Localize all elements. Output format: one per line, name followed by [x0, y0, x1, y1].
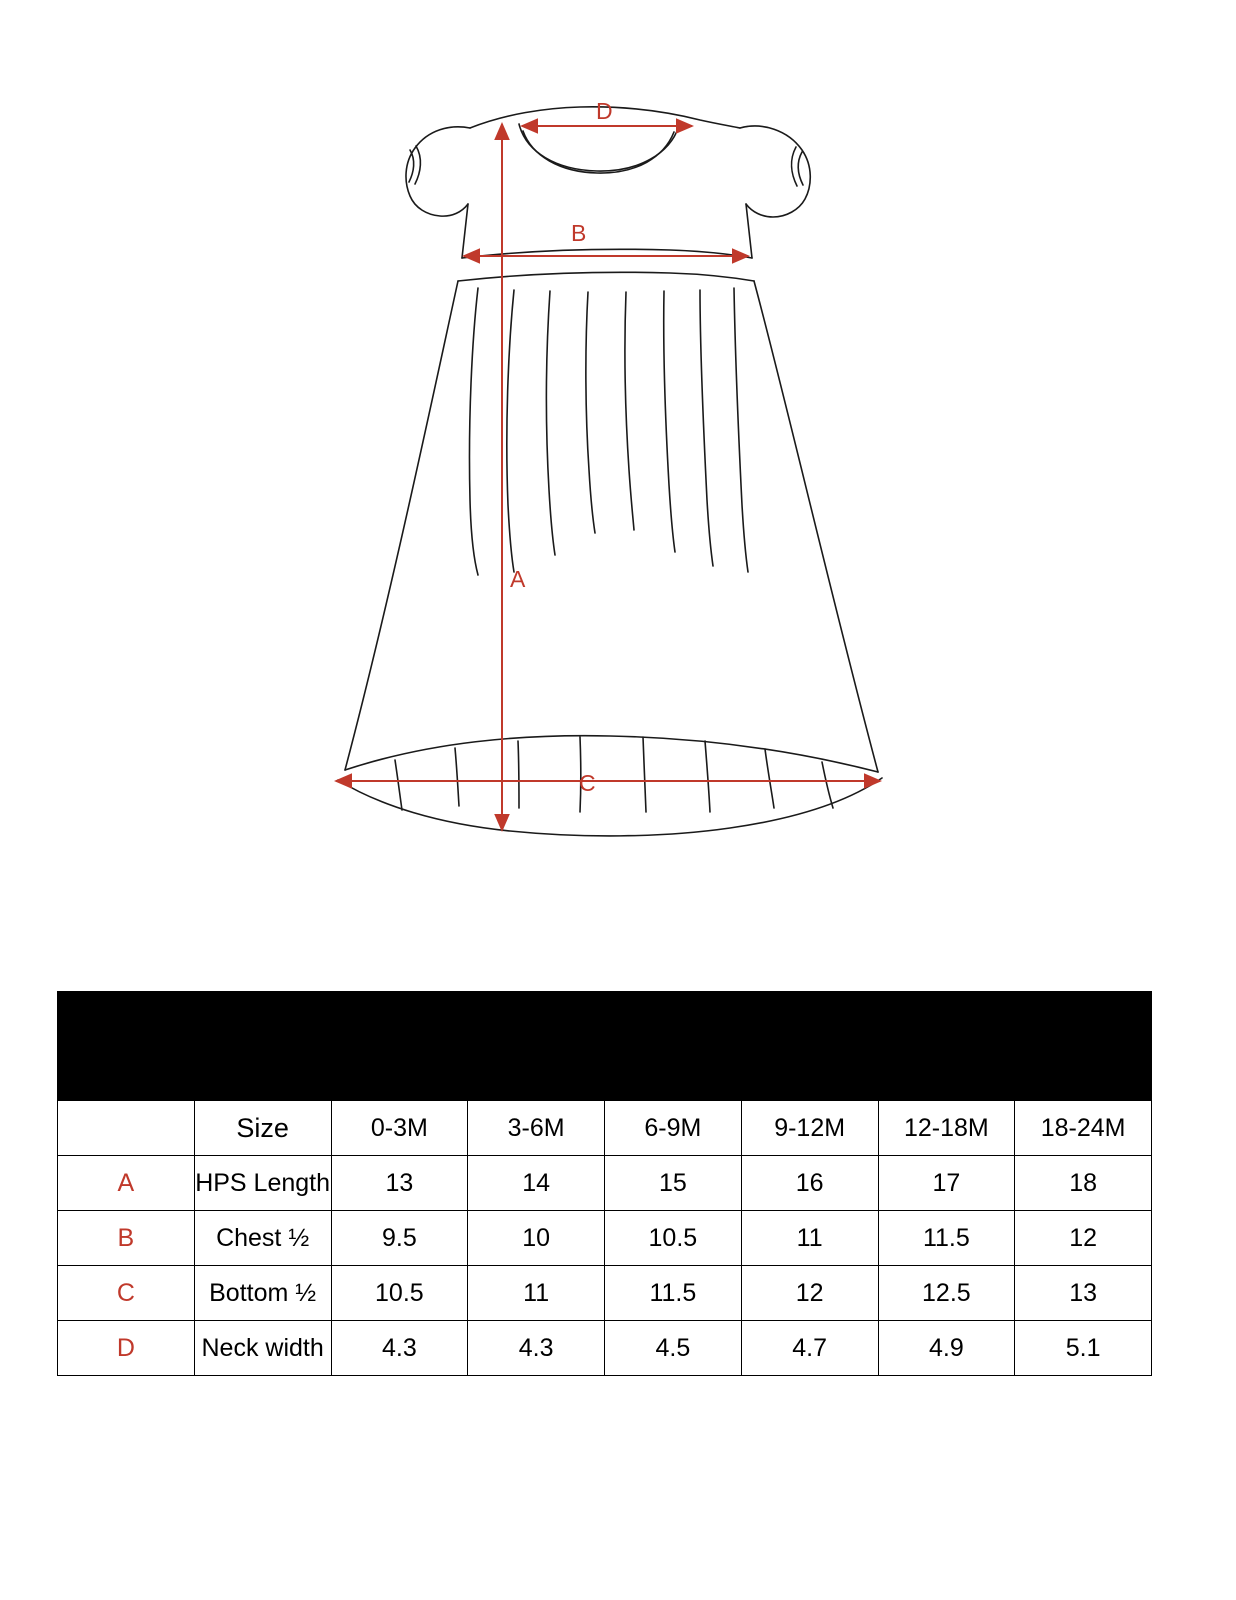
- size-col-0: 0-3M: [331, 1101, 468, 1156]
- row-d-value-5: 5.1: [1015, 1321, 1152, 1376]
- row-d-value-2: 4.5: [605, 1321, 742, 1376]
- row-a-value-2: 15: [605, 1156, 742, 1211]
- size-label-cell: Size: [194, 1101, 331, 1156]
- code-header-cell: [58, 1101, 195, 1156]
- row-measure-b: Chest ½: [194, 1211, 331, 1266]
- table-row: [58, 1266, 1152, 1321]
- row-c-value-3: 12: [741, 1266, 878, 1321]
- row-d-value-4: 4.9: [878, 1321, 1015, 1376]
- row-measure-c: Bottom ½: [194, 1266, 331, 1321]
- row-b-value-1: 10: [468, 1211, 605, 1266]
- row-c-value-1: 11: [468, 1266, 605, 1321]
- table-row: [58, 1211, 1152, 1266]
- row-a-value-1: 14: [468, 1156, 605, 1211]
- size-col-1: 3-6M: [468, 1101, 605, 1156]
- row-a-value-5: 18: [1015, 1156, 1152, 1211]
- size-chart: [57, 991, 1152, 1376]
- row-c-value-5: 13: [1015, 1266, 1152, 1321]
- row-code-b: B: [58, 1211, 195, 1266]
- size-col-4: 12-18M: [878, 1101, 1015, 1156]
- table-row-size-header: [58, 1101, 1152, 1156]
- dimension-label-a: A: [510, 566, 526, 592]
- row-code-c: C: [58, 1266, 195, 1321]
- row-c-value-0: 10.5: [331, 1266, 468, 1321]
- row-measure-a: HPS Length: [194, 1156, 331, 1211]
- table-row: [58, 1321, 1152, 1376]
- row-a-value-0: 13: [331, 1156, 468, 1211]
- row-d-value-1: 4.3: [468, 1321, 605, 1376]
- dimension-label-c: C: [579, 770, 596, 796]
- size-chart-table: [57, 991, 1152, 1376]
- dimension-label-b: B: [571, 220, 587, 246]
- row-a-value-4: 17: [878, 1156, 1015, 1211]
- row-d-value-3: 4.7: [741, 1321, 878, 1376]
- row-c-value-4: 12.5: [878, 1266, 1015, 1321]
- size-col-5: 18-24M: [1015, 1101, 1152, 1156]
- row-code-d: D: [58, 1321, 195, 1376]
- row-b-value-5: 12: [1015, 1211, 1152, 1266]
- size-col-3: 9-12M: [741, 1101, 878, 1156]
- row-b-value-0: 9.5: [331, 1211, 468, 1266]
- row-b-value-3: 11: [741, 1211, 878, 1266]
- row-measure-d: Neck width: [194, 1321, 331, 1376]
- table-header-banner: [58, 992, 1152, 1101]
- header-banner-cell: [58, 992, 1152, 1101]
- dimension-label-d: D: [596, 98, 613, 124]
- size-col-2: 6-9M: [605, 1101, 742, 1156]
- row-code-a: A: [58, 1156, 195, 1211]
- table-row: [58, 1156, 1152, 1211]
- row-d-value-0: 4.3: [331, 1321, 468, 1376]
- row-c-value-2: 11.5: [605, 1266, 742, 1321]
- row-b-value-2: 10.5: [605, 1211, 742, 1266]
- row-a-value-3: 16: [741, 1156, 878, 1211]
- row-b-value-4: 11.5: [878, 1211, 1015, 1266]
